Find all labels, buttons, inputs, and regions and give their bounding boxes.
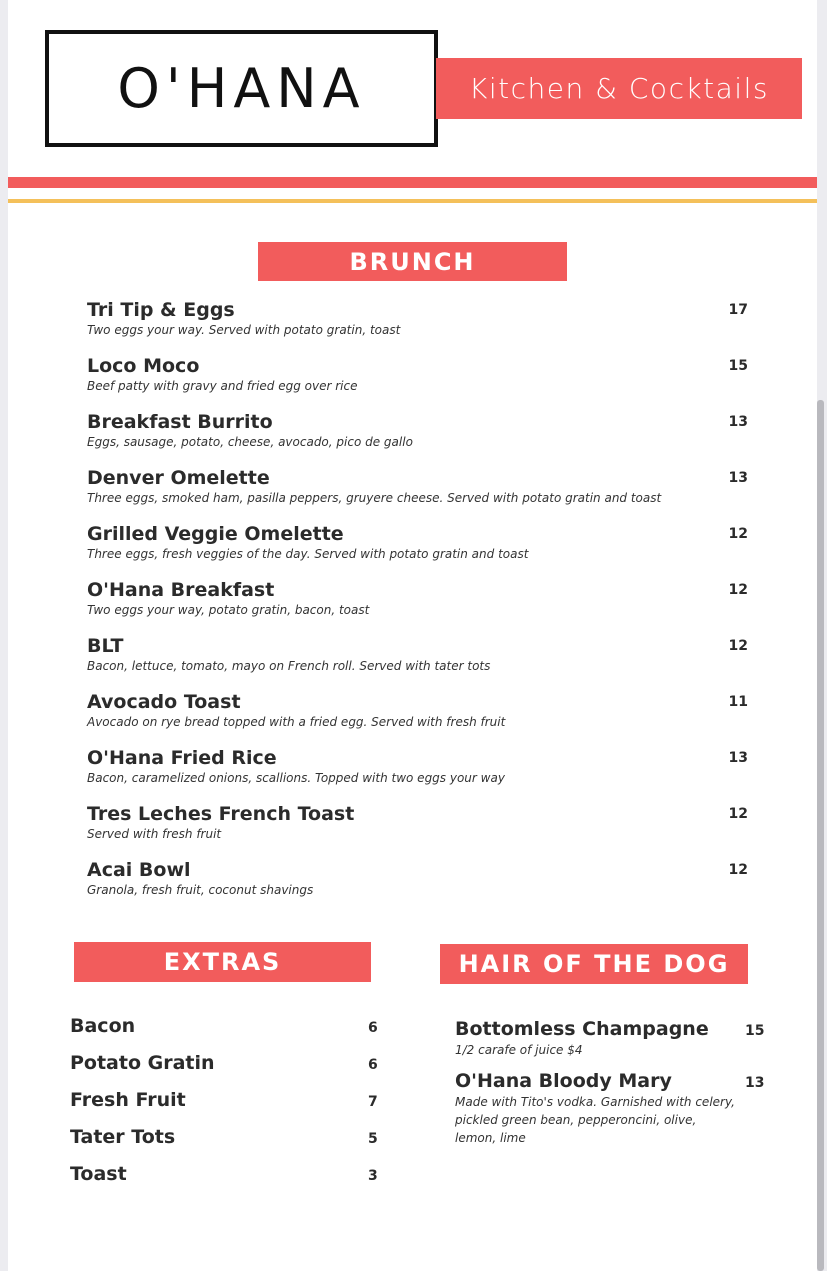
menu-item-description: Two eggs your way. Served with potato gratin, toast (87, 323, 401, 337)
menu-item-price: 17 (728, 302, 748, 318)
menu-item (87, 802, 752, 858)
menu-item (87, 354, 752, 410)
extra-item (70, 1014, 380, 1051)
extra-item (70, 1051, 380, 1088)
extra-item-price: 6 (368, 1020, 378, 1036)
scrollbar[interactable] (817, 400, 824, 1271)
menu-item-price: 12 (728, 582, 748, 598)
hair-of-the-dog-list (455, 1017, 767, 1157)
menu-item (87, 466, 752, 522)
menu-item-price: 12 (728, 862, 748, 878)
menu-item-price: 12 (728, 806, 748, 822)
drink-item (455, 1017, 767, 1059)
drink-item (455, 1069, 767, 1147)
menu-item-description: Bacon, caramelized onions, scallions. Topped with two eggs your way (87, 771, 505, 785)
menu-item-name: Avocado Toast (87, 691, 241, 713)
extras-section-title: EXTRAS (74, 942, 371, 982)
divider-red-stripe (8, 177, 817, 188)
menu-item-description: Bacon, lettuce, tomato, mayo on French roll. Served with tater tots (87, 659, 491, 673)
menu-item-name: Tri Tip & Eggs (87, 299, 235, 321)
menu-item-description: Three eggs, fresh veggies of the day. Served with potato gratin and toast (87, 547, 529, 561)
menu-item-description: Two eggs your way, potato gratin, bacon, toast (87, 603, 370, 617)
menu-item-price: 11 (728, 694, 748, 710)
brunch-section-title: BRUNCH (258, 242, 567, 281)
menu-item-name: BLT (87, 635, 124, 657)
brunch-list (87, 298, 752, 914)
hair-of-the-dog-section-title: HAIR OF THE DOG (440, 944, 748, 984)
drink-item-name: Bottomless Champagne (455, 1018, 709, 1040)
menu-item-price: 12 (728, 638, 748, 654)
logo-box (45, 30, 438, 147)
extra-item-name: Potato Gratin (70, 1052, 215, 1074)
extra-item-price: 6 (368, 1057, 378, 1073)
extra-item-name: Fresh Fruit (70, 1089, 186, 1111)
menu-item-description: Avocado on rye bread topped with a fried egg. Served with fresh fruit (87, 715, 506, 729)
menu-item-description: Beef patty with gravy and fried egg over rice (87, 379, 358, 393)
menu-item-price: 13 (728, 750, 748, 766)
menu-item (87, 578, 752, 634)
menu-item-price: 15 (728, 358, 748, 374)
extras-list (70, 1014, 380, 1199)
menu-item-description: Granola, fresh fruit, coconut shavings (87, 883, 314, 897)
menu-item (87, 858, 752, 914)
tagline-banner: Kitchen & Cocktails (436, 58, 802, 119)
menu-item-name: Tres Leches French Toast (87, 803, 355, 825)
divider-yellow-stripe (8, 199, 817, 203)
menu-item-description: Eggs, sausage, potato, cheese, avocado, pico de gallo (87, 435, 413, 449)
menu-item (87, 298, 752, 354)
menu-item-name: Grilled Veggie Omelette (87, 523, 344, 545)
menu-item-price: 13 (728, 470, 748, 486)
extra-item-price: 7 (368, 1094, 378, 1110)
drink-item-description: Made with Tito's vodka. Garnished with celery, pickled green bean, pepperoncini, olive, lemon, lime (455, 1095, 735, 1145)
logo-text: O'HANA (117, 57, 366, 120)
menu-item-name: Denver Omelette (87, 467, 270, 489)
menu-item-description: Three eggs, smoked ham, pasilla peppers, gruyere cheese. Served with potato gratin and toast (87, 491, 662, 505)
extra-item (70, 1125, 380, 1162)
menu-item (87, 634, 752, 690)
menu-item (87, 690, 752, 746)
menu-item-name: Loco Moco (87, 355, 200, 377)
extra-item-price: 5 (368, 1131, 378, 1147)
menu-item-price: 12 (728, 526, 748, 542)
menu-item (87, 522, 752, 578)
extra-item-price: 3 (368, 1168, 378, 1184)
drink-item-name: O'Hana Bloody Mary (455, 1070, 672, 1092)
drink-item-price: 13 (745, 1075, 765, 1091)
extra-item-name: Bacon (70, 1015, 136, 1037)
menu-item-name: Acai Bowl (87, 859, 191, 881)
menu-item-name: O'Hana Breakfast (87, 579, 275, 601)
drink-item-description: 1/2 carafe of juice $4 (455, 1043, 583, 1057)
extra-item-name: Tater Tots (70, 1126, 176, 1148)
menu-item (87, 746, 752, 802)
extra-item (70, 1088, 380, 1125)
menu-item-name: Breakfast Burrito (87, 411, 273, 433)
extra-item (70, 1162, 380, 1199)
menu-item (87, 410, 752, 466)
menu-item-price: 13 (728, 414, 748, 430)
extra-item-name: Toast (70, 1163, 127, 1185)
menu-item-description: Served with fresh fruit (87, 827, 222, 841)
drink-item-price: 15 (745, 1023, 765, 1039)
menu-item-name: O'Hana Fried Rice (87, 747, 277, 769)
